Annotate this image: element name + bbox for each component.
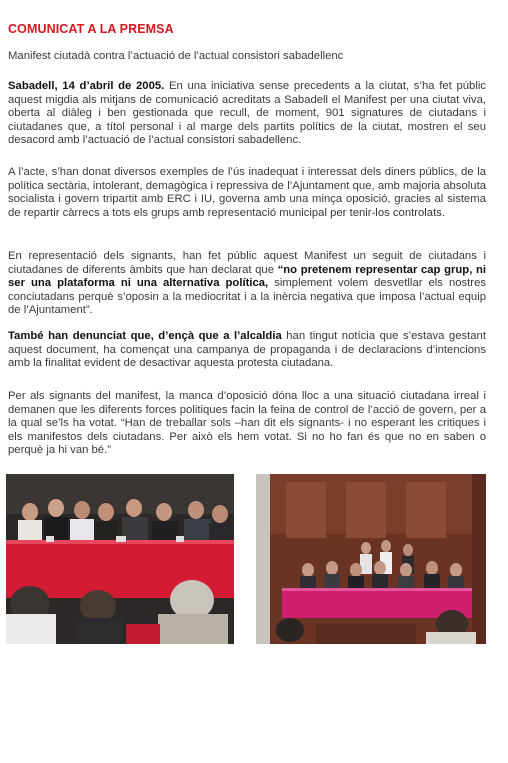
paragraph-text: En representació dels signants, han fet públic aquest Manifest un seguit de ciutadans i ciutadanes de diferents àmbits que han declarat que bbox=[8, 250, 486, 276]
subheadline: Manifest ciutadà contra l’actuació de l’actual consistori sabadellenc bbox=[8, 50, 344, 62]
press-conference-photo-left-image bbox=[6, 474, 234, 644]
lead-bold: També han denunciat que, d’ençà que a l’alcaldia bbox=[8, 330, 282, 342]
paragraph-text: han tingut notícia que s’estava gestant aquest document, ha començat una campanya de propaganda i de declaracions d’intencions amb la finalitat evident de desactivar aquesta protesta ciutadana. bbox=[8, 330, 486, 370]
headline: COMUNICAT A LA PREMSA bbox=[8, 22, 174, 36]
paragraph-denunciat bbox=[8, 330, 486, 371]
paragraph-signants bbox=[8, 250, 486, 318]
paragraph-text: A l’acte, s’han donat diversos exemples de l’ús inadequat i interessat dels diners públics, de la política sectària, intolerant, demagògica i repressiva de l’Ajuntament que, amb majoria absoluta socialista i govern tripartit amb ERC i IU, governa amb una minça oposició, gracies al sistema de repartir càrrecs a tots els grups amb representació municipal per tenir-los controlats. bbox=[8, 166, 486, 219]
dateline: Sabadell, 14 d’abril de 2005. bbox=[8, 80, 165, 92]
press-conference-photo-right bbox=[256, 474, 486, 644]
paragraph-closing bbox=[8, 390, 486, 458]
quote-bold: “no pretenem representar cap grup, ni ser una plataforma ni una alternativa política, bbox=[8, 263, 487, 290]
paragraph-text: simplement volem desvetllar els nostres conciutadans perquè s’oposin a la mediocritat i a la inèrcia negativa que imposa l’actual equip de l’Ajuntament”. bbox=[8, 277, 486, 317]
press-conference-photo-left bbox=[6, 474, 234, 644]
paragraph-text: En una iniciativa sense precedents a la ciutat, s’ha fet públic aquest migdia als mitjans de comunicació acreditats a Sabadell el Manifest per una ciutat viva, oberta al diàleg i ben gestionada que recull, de moment, 901 signatures de ciutadans i ciutadanes que, a títol personal i al marge dels partits polítics de la ciutat, mostren el seu desacord amb l’actuació de l’actual consistori sabadellenc. bbox=[8, 80, 486, 147]
press-conference-photo-right-image bbox=[256, 474, 486, 644]
paragraph-text: Per als signants del manifest, la manca d’oposició dóna lloc a una situació ciutadana irreal i demanen que les diferents forces politiques facin la feina de control de l’acció de govern, per a la qual se’ls ha votat. “Han de treballar sols –han dit els signants- i no esperant les critiques i els manifestos dels ciutadans. Per això els hem votat. Si no ho fan és que no en saben o perquè ja hi van bé.” bbox=[8, 390, 486, 457]
paragraph-dateline bbox=[8, 80, 486, 148]
paragraph-examples bbox=[8, 166, 486, 220]
